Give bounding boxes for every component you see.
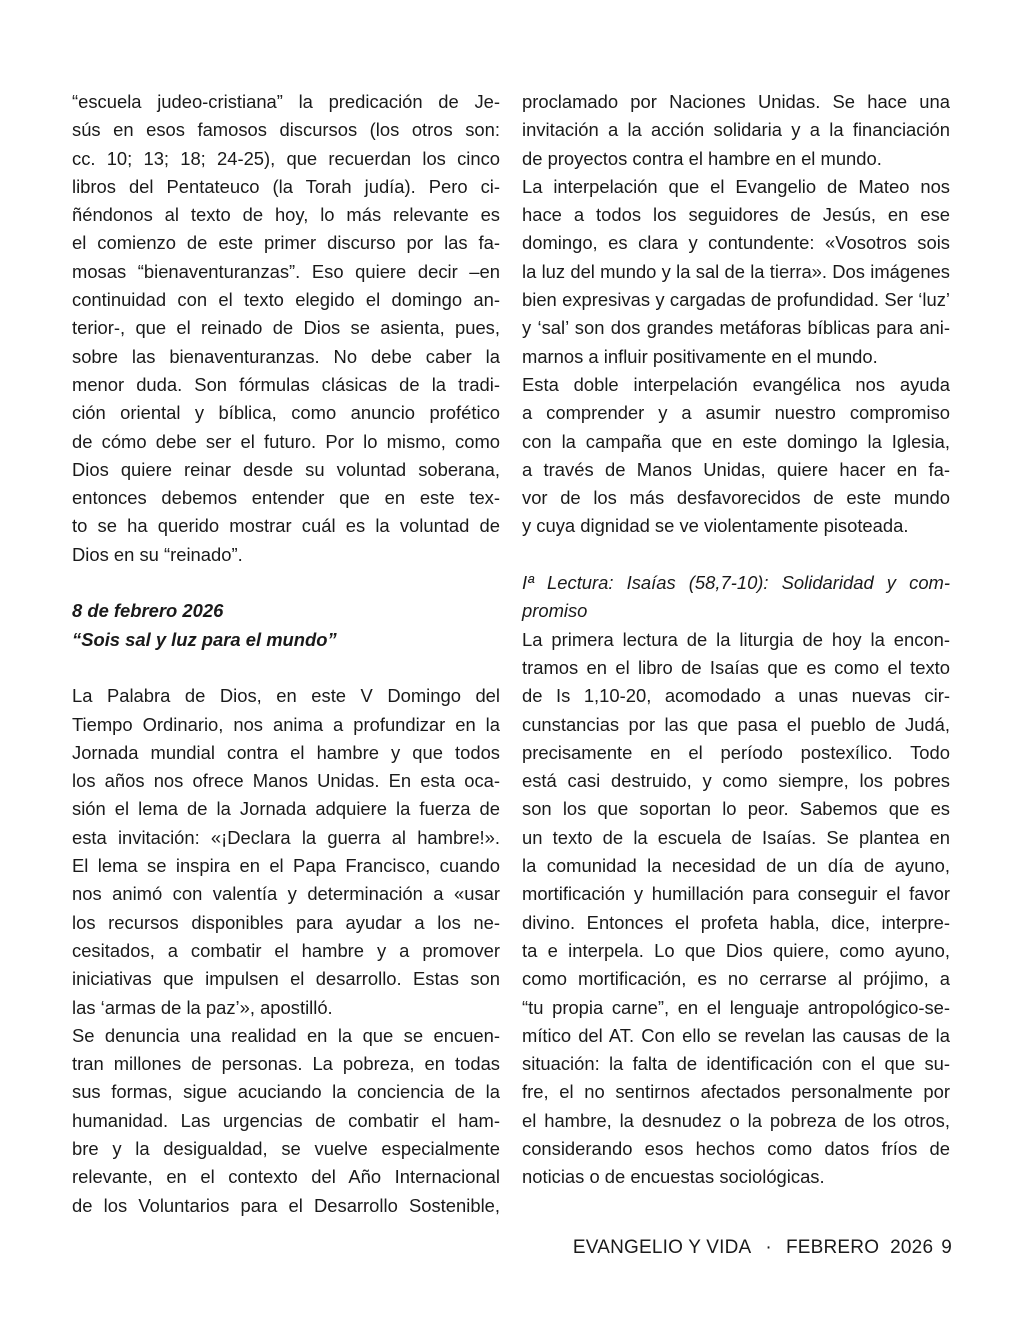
text-line: marnos a influir positivamente en el mundo. <box>522 345 878 367</box>
text-line: continuidad con el texto elegido el domingo an- <box>72 289 500 311</box>
issue-date: FEBRERO 2026 <box>785 1237 934 1258</box>
text-line: mortificación y humillación para conseguir el favor <box>522 883 950 905</box>
text-line: cc. 10; 13; 18; 24-25), que recuerdan los cinco <box>72 147 500 169</box>
text-line: humanidad. Las urgencias de combatir el ham- <box>72 1109 500 1131</box>
publication-name: EVANGELIO Y VIDA <box>572 1237 752 1258</box>
text-line: con la campaña que en este domingo la Iglesia, <box>522 430 950 452</box>
text-line: ñéndonos al texto de hoy, lo más relevante es <box>72 204 500 226</box>
text-line: invitación a la acción solidaria y a la financiación <box>522 119 950 141</box>
text-line: divino. Entonces el profeta habla, dice, interpre- <box>522 911 950 933</box>
left-column <box>72 88 500 1220</box>
text-line: relevante, en el contexto del Año Internacional <box>72 1166 500 1188</box>
text-line: sús en esos famosos discursos (los otros son: <box>72 119 500 141</box>
text-line: de Is 1,10-20, acomodado a unas nuevas cir- <box>522 685 950 707</box>
paragraph <box>522 173 950 371</box>
text-line: a través de Manos Unidas, quiere hacer en fa- <box>522 458 950 480</box>
text-line: considerando esos hechos como datos fríos de <box>522 1137 950 1159</box>
text-line: de proyectos contra el hambre en el mundo. <box>522 147 882 169</box>
text-line: a comprender y a asumir nuestro compromiso <box>522 402 950 424</box>
text-line: sus formas, sigue acuciando la conciencia de la <box>72 1081 500 1103</box>
text-line: sión el lema de la Jornada adquiere la fuerza de <box>72 798 500 820</box>
text-line: noticias o de encuestas sociológicas. <box>522 1166 825 1188</box>
text-line: Esta doble interpelación evangélica nos ayuda <box>522 373 950 395</box>
text-line: fre, el no sentirnos afectados personalmente por <box>522 1081 950 1103</box>
text-line: mítico del AT. Con ello se revelan las causas de la <box>522 1024 950 1046</box>
text-line: bre y la desigualdad, se vuelve especialmente <box>72 1137 500 1159</box>
text-line: Dios en su “reinado”. <box>72 543 243 565</box>
text-line: menor duda. Son fórmulas clásicas de la tradi- <box>72 373 500 395</box>
text-line: cesitados, a combatir el hambre y a promover <box>72 939 500 961</box>
text-line: nos animó con valentía y determinación a «usar <box>72 883 500 905</box>
text-line: promiso <box>522 600 588 622</box>
text-line: está casi destruido, y como siempre, los pobres <box>522 770 950 792</box>
text-line: precisamente en el período postexílico. Todo <box>522 741 950 763</box>
text-line: Jornada mundial contra el hambre y que todos <box>72 741 500 763</box>
text-line: y cuya dignidad se ve violentamente pisoteada. <box>522 515 909 537</box>
text-line: La interpelación que el Evangelio de Mateo nos <box>522 175 950 197</box>
text-line: El lema se inspira en el Papa Francisco, cuando <box>72 855 500 877</box>
text-line: y ‘sal’ son dos grandes metáforas bíblicas para ani- <box>522 317 950 339</box>
spacer <box>522 541 950 569</box>
reading-heading <box>522 569 950 626</box>
text-line: “tu propia carne”, en el lenguaje antropológico-se- <box>522 996 950 1018</box>
text-line: de cómo debe ser el futuro. Por lo mismo, como <box>72 430 500 452</box>
paragraph <box>72 88 500 569</box>
text-line: Iª Lectura: Isaías (58,7-10): Solidaridad y com- <box>522 572 950 594</box>
spacer <box>72 654 500 682</box>
text-line: las ‘armas de la paz’», apostilló. <box>72 996 333 1018</box>
text-line: ción oriental y bíblica, como anuncio profético <box>72 402 500 424</box>
text-line: vor de los más desfavorecidos de este mundo <box>522 487 950 509</box>
text-line: la luz del mundo y la sal de la tierra». Dos imágenes <box>522 260 950 282</box>
text-line: proclamado por Naciones Unidas. Se hace una <box>522 91 950 112</box>
text-line: son los que soportan lo peor. Sabemos que es <box>522 798 950 820</box>
text-line: tramos en el libro de Isaías que es como el texto <box>522 656 950 678</box>
text-line: como mortificación, es no cerrarse al prójimo, a <box>522 968 950 990</box>
paragraph <box>522 88 950 173</box>
paragraph <box>72 682 500 1022</box>
text-line: La Palabra de Dios, en este V Domingo del <box>72 685 500 707</box>
text-line: to se ha querido mostrar cuál es la voluntad de <box>72 515 500 537</box>
text-line: de los Voluntarios para el Desarrollo Sostenible, <box>72 1194 500 1216</box>
paragraph <box>522 626 950 1192</box>
text-line: situación: la falta de identificación con el que su- <box>522 1053 950 1075</box>
text-line: la comunidad la necesidad de un día de ayuno, <box>522 855 950 877</box>
right-column <box>522 88 950 1192</box>
text-line: el comienzo de este primer discurso por las fa- <box>72 232 500 254</box>
paragraph <box>72 1022 500 1220</box>
text-line: entonces debemos entender que en este tex- <box>72 487 500 509</box>
text-line: Se denuncia una realidad en la que se encuen- <box>72 1024 500 1046</box>
text-line: iniciativas que impulsen el desarrollo. Estas son <box>72 968 500 990</box>
page-number: 9 <box>941 1237 952 1258</box>
text-line: tran millones de personas. La pobreza, en todas <box>72 1053 500 1075</box>
section-date: 8 de febrero 2026 <box>72 600 224 622</box>
page-footer <box>573 1236 952 1260</box>
text-line: terior-, que el reinado de Dios se asienta, pues, <box>72 317 500 339</box>
footer-separator: · <box>765 1237 772 1258</box>
text-line: los años nos ofrece Manos Unidas. En esta oca- <box>72 770 500 792</box>
text-line: ta e interpela. Lo que Dios quiere, como ayuno, <box>522 939 950 961</box>
text-line: cunstancias por las que pasa el pueblo de Judá, <box>522 713 950 735</box>
text-line: el hambre, la desnudez o la pobreza de los otros, <box>522 1109 950 1131</box>
text-line: Tiempo Ordinario, nos anima a profundizar en la <box>72 713 500 735</box>
paragraph <box>522 371 950 541</box>
text-line: bien expresivas y cargadas de profundidad. Ser ‘luz’ <box>522 289 950 311</box>
text-line: La primera lectura de la liturgia de hoy la encon- <box>522 628 950 650</box>
text-line: domingo, es clara y contundente: «Vosotros sois <box>522 232 950 254</box>
text-line: mosas “bienaventuranzas”. Eso quiere decir –en <box>72 260 500 282</box>
text-line: un texto de la escuela de Isaías. Se plantea en <box>522 826 950 848</box>
text-line: los recursos disponibles para ayudar a los ne- <box>72 911 500 933</box>
text-line: esta invitación: «¡Declara la guerra al hambre!». <box>72 826 500 848</box>
text-line: hace a todos los seguidores de Jesús, en ese <box>522 204 950 226</box>
section-title: “Sois sal y luz para el mundo” <box>72 628 337 650</box>
text-line: sobre las bienaventuranzas. No debe caber la <box>72 345 500 367</box>
spacer <box>72 569 500 597</box>
text-line: libros del Pentateuco (la Torah judía). Pero ci- <box>72 175 500 197</box>
text-line: Dios quiere reinar desde su voluntad soberana, <box>72 458 500 480</box>
text-line: “escuela judeo-cristiana” la predicación de Je- <box>72 91 500 112</box>
